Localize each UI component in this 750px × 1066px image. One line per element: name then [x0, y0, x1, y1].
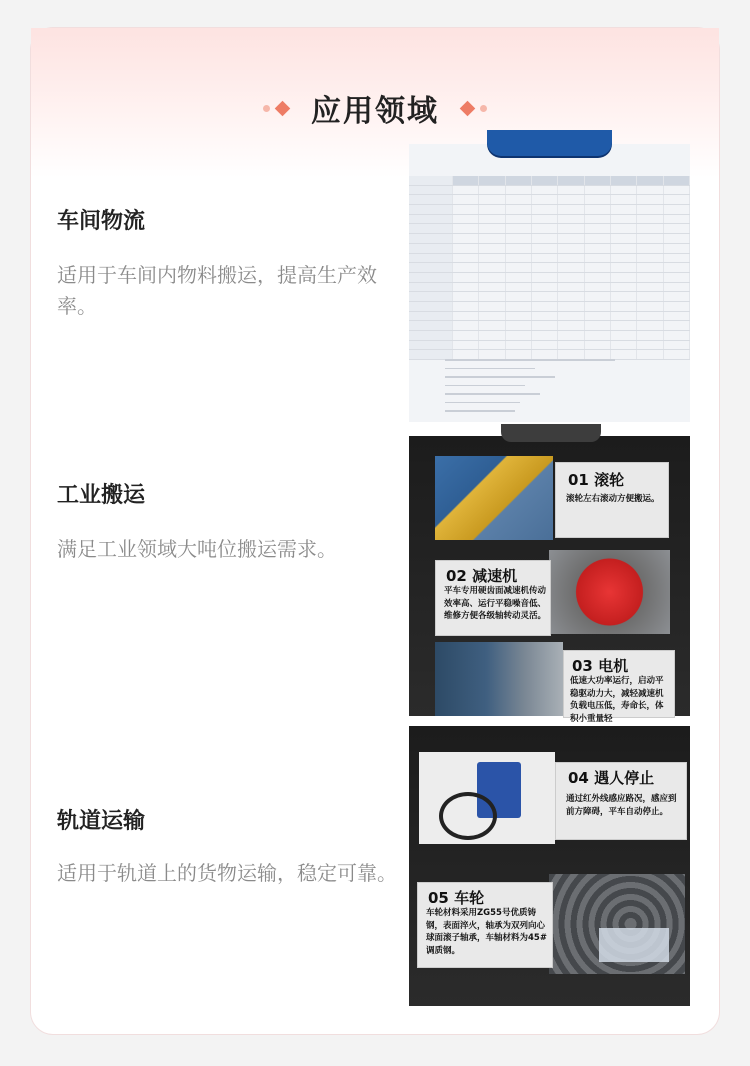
roller-photo — [435, 456, 553, 540]
sensor-photo — [419, 752, 555, 844]
part-desc-05: 车轮材料采用ZG55号优质铸钢，表面淬火，轴承为双列向心球面滚子轴承，车轴材料为45#调质钢。 — [426, 908, 547, 956]
table-notes — [415, 352, 675, 412]
part-label-05 — [417, 882, 553, 968]
table-banner — [487, 130, 612, 156]
section-header — [31, 86, 719, 130]
part-desc-04: 通过红外线感应路况，感应到前方障碍，平车自动停止。 — [566, 794, 677, 817]
decor-dot-icon — [263, 105, 270, 112]
components-image-1 — [409, 436, 690, 724]
part-desc-01: 滚轮左右滚动方便搬运。 — [566, 494, 660, 504]
section-desc-rail: 适用于轨道上的货物运输，稳定可靠。 — [57, 861, 397, 885]
part-desc-03: 低速大功率运行，启动平稳驱动力大，减轻减速机负载电压低，寿命长，体积小重量轻 — [570, 676, 664, 724]
part-num-04: 04 遇人停止 — [568, 769, 655, 787]
application-card — [31, 28, 719, 1034]
part-num-02: 02 减速机 — [446, 567, 518, 585]
decor-diamond-icon — [460, 100, 476, 116]
part-num-03: 03 电机 — [572, 657, 629, 675]
page-title: 应用领域 — [311, 94, 439, 129]
part-label-04 — [555, 762, 687, 840]
section-title-workshop: 车间物流 — [57, 209, 146, 234]
decor-diamond-icon — [275, 100, 291, 116]
part-num-01: 01 滚轮 — [568, 471, 625, 489]
part-label-02 — [435, 560, 551, 636]
section-desc-industrial: 满足工业领域大吨位搬运需求。 — [57, 537, 337, 561]
section-title-rail: 轨道运输 — [57, 809, 146, 834]
part-num-05: 05 车轮 — [428, 889, 485, 907]
reducer-photo — [549, 550, 670, 634]
wheel-photo — [549, 874, 685, 974]
motor-photo — [435, 642, 563, 716]
part-label-03 — [563, 650, 675, 724]
section-title-industrial: 工业搬运 — [57, 483, 146, 508]
part-desc-02: 平车专用硬齿面减速机传动效率高、运行平稳噪音低、维修方便各级轴转动灵活。 — [444, 586, 547, 621]
part-label-01 — [555, 462, 669, 538]
components-image-2 — [409, 726, 690, 1006]
decor-dot-icon — [480, 105, 487, 112]
parameter-table-image — [409, 144, 690, 422]
image-badge — [501, 424, 601, 442]
parameter-table-grid — [409, 176, 690, 360]
section-desc-workshop: 适用于车间内物料搬运，提高生产效率。 — [57, 263, 377, 318]
